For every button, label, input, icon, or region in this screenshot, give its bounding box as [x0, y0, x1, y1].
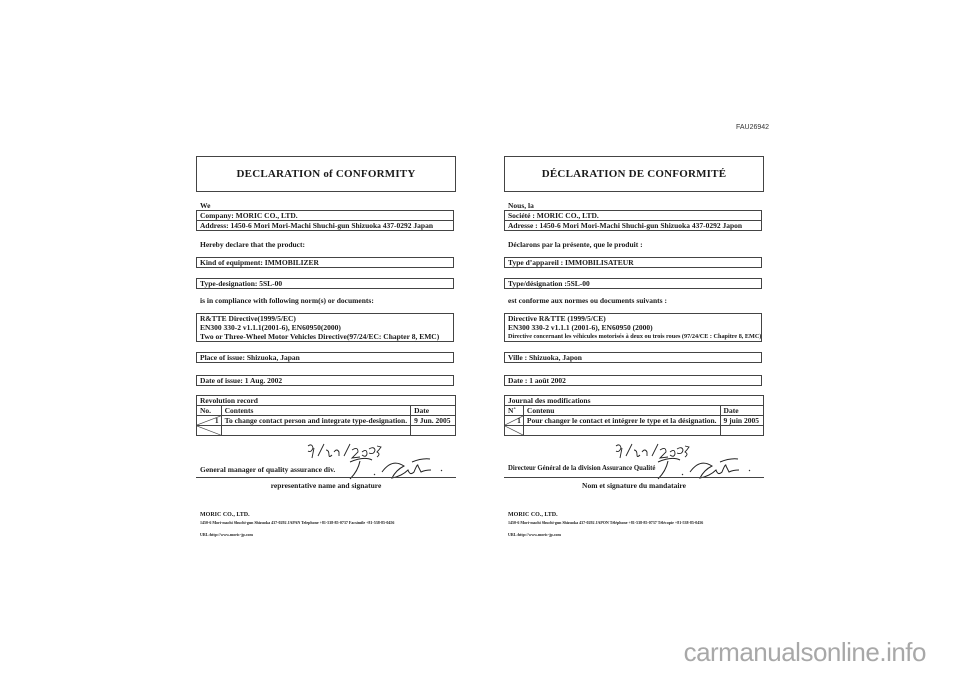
table-row: [505, 426, 764, 436]
page-title: DECLARATION of CONFORMITY: [196, 156, 456, 192]
place-field: Place of issue: Shizuoka, Japan: [196, 352, 454, 363]
watermark-link[interactable]: carmanualsonline.info: [683, 637, 926, 667]
company-field: Company: MORIC CO., LTD.: [196, 210, 454, 221]
revision-record-table: [504, 395, 764, 436]
norm-line: EN300 330-2 v1.1.1 (2001-6), EN60950 (2000): [508, 323, 653, 332]
norm-line: R&TTE Directive(1999/5/EC): [200, 314, 296, 323]
record-date: 9 juin 2005: [720, 416, 763, 426]
signature: [342, 456, 454, 482]
record-title: Journal des modifications: [505, 396, 764, 406]
record-title: Revolution record: [197, 396, 456, 406]
manager-title: Directeur Général de la division Assurance Qualité: [508, 465, 656, 472]
table-row: [197, 426, 456, 436]
equipment-field: Type d’appareil : IMMOBILISATEUR: [504, 257, 762, 268]
norm-line: EN300 330-2 v1.1.1(2001-6), EN60950(2000): [200, 323, 341, 332]
footer-url: URL:http://www.moric-jp.com: [200, 532, 253, 537]
norm-line: Directive R&TTE (1999/5/CE): [508, 314, 606, 323]
footer-address: 1450-6 Mori-machi Shuchi-gun Shizuoka 437-0292 JAPON Téléphone +81-538-85-0737 Télécopie +81-538-85-0456: [508, 520, 704, 525]
we-label: Nous, la: [508, 201, 534, 210]
declaration-french: [504, 156, 764, 546]
column-date: Date: [411, 406, 456, 416]
norm-line: Directive concernant les véhicules motorisés à deux ou trois roues (97/24/CE : Chapitre 8, EMC): [508, 333, 762, 340]
document-code: FAU26942: [736, 124, 770, 131]
footer-company: MORIC CO., LTD.: [200, 512, 250, 518]
hereby-text: Hereby declare that the product:: [200, 240, 305, 249]
type-field: Type/désignation :5SL-00: [504, 278, 762, 289]
address-field: Adresse : 1450-6 Mori Mori-Machi Shuchi-gun Shizuoka 437-0292 Japon: [504, 220, 762, 231]
compliance-text: is in compliance with following norm(s) or documents:: [200, 296, 374, 305]
empty-number-cell: [197, 426, 222, 436]
page-title: DÉCLARATION DE CONFORMITÉ: [504, 156, 764, 192]
signature: [650, 456, 762, 482]
date-field: Date : 1 août 2002: [504, 375, 762, 386]
compliance-text: est conforme aux normes ou documents suivants :: [508, 296, 667, 305]
signature-line: [196, 477, 456, 478]
empty-number-cell: [505, 426, 524, 436]
place-field: Ville : Shizuoka, Japon: [504, 352, 762, 363]
signature-line: [504, 477, 764, 478]
record-date: 9 Jun. 2005: [411, 416, 456, 426]
record-content: Pour changer le contact et intégrer le type et la désignation.: [523, 416, 720, 426]
footer-url: URL:http://www.moric-jp.com: [508, 532, 561, 537]
column-contents: Contenu: [523, 406, 720, 416]
we-label: We: [200, 201, 211, 210]
address-field: Address: 1450-6 Mori Mori-Machi Shuchi-gun Shizuoka 437-0292 Japan: [196, 220, 454, 231]
signature-caption: representative name and signature: [270, 481, 382, 490]
table-row: [197, 416, 456, 426]
record-number-cell: 1: [505, 416, 524, 426]
column-no: N˚: [505, 406, 524, 416]
table-row: [505, 416, 764, 426]
signature-caption: Nom et signature du mandataire: [582, 481, 686, 490]
norms-box: [504, 313, 762, 342]
date-field: Date of issue: 1 Aug. 2002: [196, 375, 454, 386]
footer-address: 1450-6 Mori-machi Shuchi-gun Shizuoka 437-0292 JAPAN Telephone +81-538-85-0737 Facsimile +81-538-85-0456: [200, 520, 395, 525]
column-contents: Contents: [221, 406, 410, 416]
column-date: Date: [720, 406, 763, 416]
record-content: To change contact person and integrate type-designation.: [221, 416, 410, 426]
equipment-field: Kind of equipment: IMMOBILIZER: [196, 257, 454, 268]
company-field: Société : MORIC CO., LTD.: [504, 210, 762, 221]
type-field: Type-designation: 5SL-00: [196, 278, 454, 289]
footer-company: MORIC CO., LTD.: [508, 512, 558, 518]
record-number-cell: 1: [197, 416, 222, 426]
norm-line: Two or Three-Wheel Motor Vehicles Directive(97/24/EC: Chapter 8, EMC): [200, 332, 440, 341]
revision-record-table: [196, 395, 456, 436]
norms-box: [196, 313, 454, 342]
column-no: No.: [197, 406, 222, 416]
manager-title: General manager of quality assurance div.: [200, 465, 336, 474]
declaration-english: [196, 156, 456, 546]
hereby-text: Déclarons par la présente, que le produit :: [508, 240, 643, 249]
